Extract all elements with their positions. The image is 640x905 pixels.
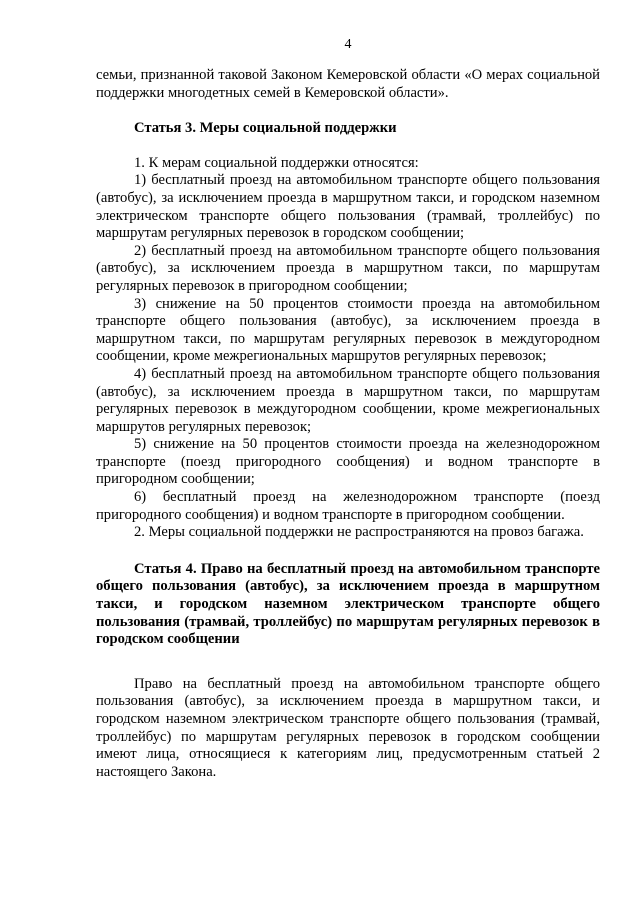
article-3-item-6: 6) бесплатный проезд на железнодорожном транспорте (поезд пригородного сообщения) и водном транспорте в пригородном сообщении. [96, 489, 600, 523]
article-3-item-4: 4) бесплатный проезд на автомобильном транспорте общего пользования (автобус), за исключением проезда в маршрутном такси, по маршрутам регулярных перевозок в междугородном сообщении, кроме межрегиональных маршрутов регулярных перевозок; [96, 365, 600, 435]
article-3-paragraph-2: 2. Меры социальной поддержки не распространяются на провоз багажа. [134, 524, 584, 541]
intro-paragraph: семьи, признанной таковой Законом Кемеровской области «О мерах социальной поддержки многодетных семей в Кемеровской области». [96, 67, 600, 101]
page-number: 4 [344, 37, 352, 52]
article-4-heading: Статья 4. Право на бесплатный проезд на автомобильном транспорте общего пользования (автобус), за исключением проезда в маршрутном такси, и городском наземном электрическом транспорте общего пользования (трамвай, троллейбус) по маршрутам регулярных перевозок в городском сообщении [96, 560, 600, 648]
article-3-item-1: 1) бесплатный проезд на автомобильном транспорте общего пользования (автобус), за исключением проезда в маршрутном такси, и городском наземном электрическом транспорте общего пользования (трамвай, троллейбус) по маршрутам регулярных перевозок в городском сообщении; [96, 172, 600, 242]
article-4-paragraph: Право на бесплатный проезд на автомобильном транспорте общего пользования (автобус), за исключением проезда в маршрутном такси, и городском наземном электрическом транспорте общего пользования (трамвай, троллейбус) по маршрутам регулярных перевозок в городском сообщении имеют лица, относящиеся к категориям лиц, предусмотренным статьей 2 настоящего Закона. [96, 675, 600, 780]
article-3-heading: Статья 3. Меры социальной поддержки [134, 120, 397, 137]
article-3-item-5: 5) снижение на 50 процентов стоимости проезда на железнодорожном транспорте (поезд пригородного сообщения) и водном транспорте в пригородном сообщении; [96, 436, 600, 488]
document-body [96, 67, 600, 781]
article-3-paragraph: 1. К мерам социальной поддержки относятся: [134, 154, 419, 171]
article-3-item-3: 3) снижение на 50 процентов стоимости проезда на автомобильном транспорте общего пользования (автобус), за исключением проезда в маршрутном такси, по маршрутам регулярных перевозок в междугородном сообщении, кроме межрегиональных маршрутов регулярных перевозок; [96, 295, 600, 365]
article-3-item-2: 2) бесплатный проезд на автомобильном транспорте общего пользования (автобус), за исключением проезда в маршрутном такси, по маршрутам регулярных перевозок в пригородном сообщении; [96, 242, 600, 294]
